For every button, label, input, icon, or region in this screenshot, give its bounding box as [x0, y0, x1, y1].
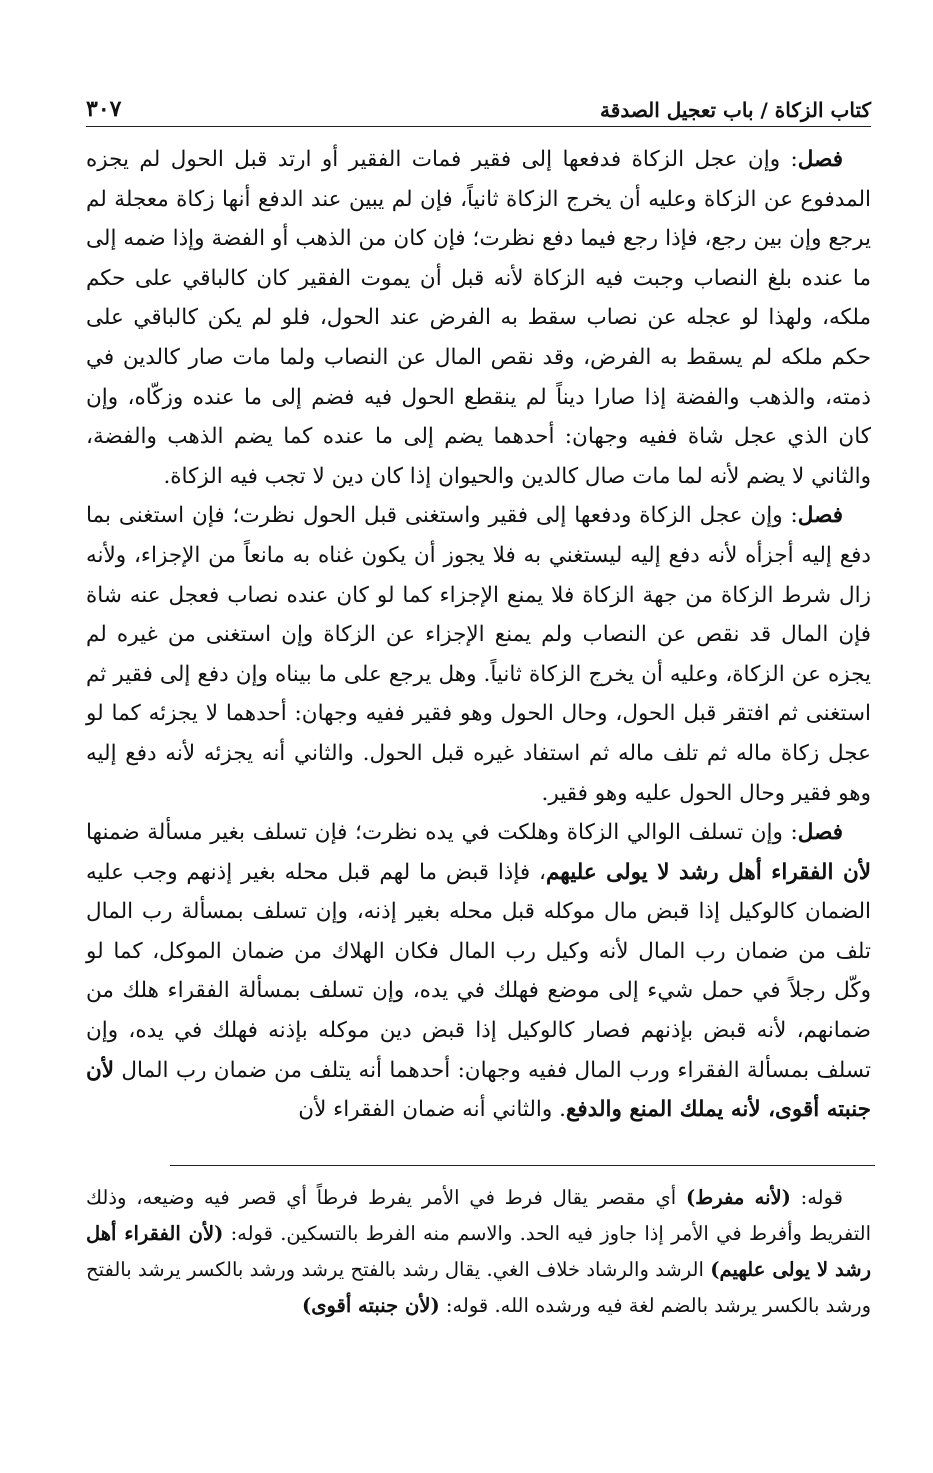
footnote-quote: (لأن جنبته أقوى) [301, 1294, 440, 1317]
emphasized-phrase: لأن الفقراء أهل رشد لا يولى عليهم [546, 859, 872, 885]
paragraph-1 [86, 140, 871, 496]
running-title: كتاب الزكاة / باب تعجيل الصدقة [600, 98, 871, 122]
paragraph-text: : وإن تسلف الوالي الزكاة وهلكت في يده نظرت؛ فإن تسلف بغير مسألة ضمنها [86, 820, 798, 846]
paragraph-text: : وإن عجل الزكاة فدفعها إلى فقير فمات الفقير أو ارتد قبل الحول لم يجزه المدفوع عن الزكاة وعليه أن يخرج الزكاة ثانياً، فإن لم يبين عند الدفع أنها زكاة معجلة لم يرجع وإن بين رجع، فإذا رجع فيما دفع نظرت؛ فإن كان من الذهب أو الفضة وإذا ضمه إلى ما عنده بلغ النصاب وجبت فيه الزكاة لأنه قبل أن يموت الفقير كان كالباقي على حكم ملكه، ولهذا لو عجله عن نصاب سقط به الفرض عند الحول، فلو لم يكن كالباقي على حكم ملكه لم يسقط به الفرض، وقد نقص المال عن النصاب ولما مات صار كالدين في ذمته، والذهب والفضة إذا صارا ديناً لم ينقطع الحول فيه فضم إلى ما عنده وزكّاه، وإن كان الذي عجل شاة ففيه وجهان: أحدهما يضم إلى ما عنده كما يضم الذهب والفضة، والثاني لا يضم لأنه لما مات صال كالدين والحيوان إذا كان دين لا تجب فيه الزكاة. [86, 147, 871, 489]
paragraph-text: : وإن عجل الزكاة ودفعها إلى فقير واستغنى قبل الحول نظرت؛ فإن استغنى بما دفع إليه أجزأه لأنه دفع إليه ليستغني به فلا يجوز أن يكون غناه به مانعاً من الإجزاء، ولأنه زال شرط الزكاة من جهة الزكاة فلا يمنع الإجزاء كما لو كان عنده نصاب فعجل عنه شاة فإن المال قد نقص عن النصاب ولم يمنع الإجزاء عن الزكاة وإن استغنى من غيره لم يجزه عن الزكاة، وعليه أن يخرج الزكاة ثانياً. وهل يرجع على ما بيناه وإن دفع إلى فقير ثم استغنى ثم افتقر قبل الحول، وحال الحول وهو فقير ففيه وجهان: أحدهما لا يجزئه كما لو عجل زكاة ماله ثم تلف ماله ثم استفاد غيره قبل الحول. والثاني أنه يجزئه لأنه دفع إليه وهو فقير وحال الحول عليه وهو فقير. [86, 503, 871, 806]
footnote-quote: (لأنه مفرط) [685, 1186, 791, 1209]
section-label: فصل [797, 820, 843, 846]
footnote-text: الرشد والرشاد خلاف الغي. يقال رشد بالفتح يرشد ورشد بالكسر يرشد بالفتح ورشد بالكسر يرشد بالضم لغة فيه ورشده الله. قوله: [86, 1258, 871, 1317]
footnote-text: أي مقصر يقال فرط في الأمر يفرط فرطاً أي قصر فيه وضيعه، وذلك التفريط وأفرط في الأمر إذا جاوز فيه الحد. والاسم منه الفرط بالتسكين. قوله: [86, 1186, 871, 1245]
paragraph-text: ، فإذا قبض ما لهم قبل محله بغير إذنهم وجب عليه الضمان كالوكيل إذا قبض مال موكله قبل محله بغير إذنه، وإن تسلف بمسألة رب المال تلف من ضمان رب المال لأنه وكيل رب المال فكان الهلاك من ضمان الموكل، كما لو وكّل رجلاً في حمل شيء إلى موضع فهلك في يده، وإن تسلف بمسألة الفقراء هلك من ضمانهم، لأنه قبض بإذنهم فصار كالوكيل إذا قبض دين موكله بإذنه فهلك في يده، وإن تسلف بمسألة الفقراء ورب المال ففيه وجهان: أحدهما أنه يتلف من ضمان رب المال [86, 859, 871, 1083]
page-number: ٣٠٧ [86, 96, 122, 122]
footnote-paragraph [86, 1180, 871, 1324]
paragraph-3 [86, 813, 871, 1130]
paragraph-2 [86, 496, 871, 813]
footnotes [86, 1180, 871, 1324]
paragraph-text: . والثاني أنه ضمان الفقراء لأن [298, 1097, 566, 1123]
footnote-quote: (لأن الفقراء أهل رشد لا يولى علهيم) [86, 1222, 871, 1281]
footnote-divider [170, 1165, 875, 1166]
footnote-text: قوله: [790, 1186, 843, 1209]
page-header [86, 86, 871, 127]
emphasized-phrase: لأن جنبته أقوى، لأنه يملك المنع والدفع [86, 1057, 871, 1123]
section-label: فصل [797, 503, 843, 529]
section-label: فصل [797, 147, 843, 172]
main-text [86, 140, 871, 1130]
